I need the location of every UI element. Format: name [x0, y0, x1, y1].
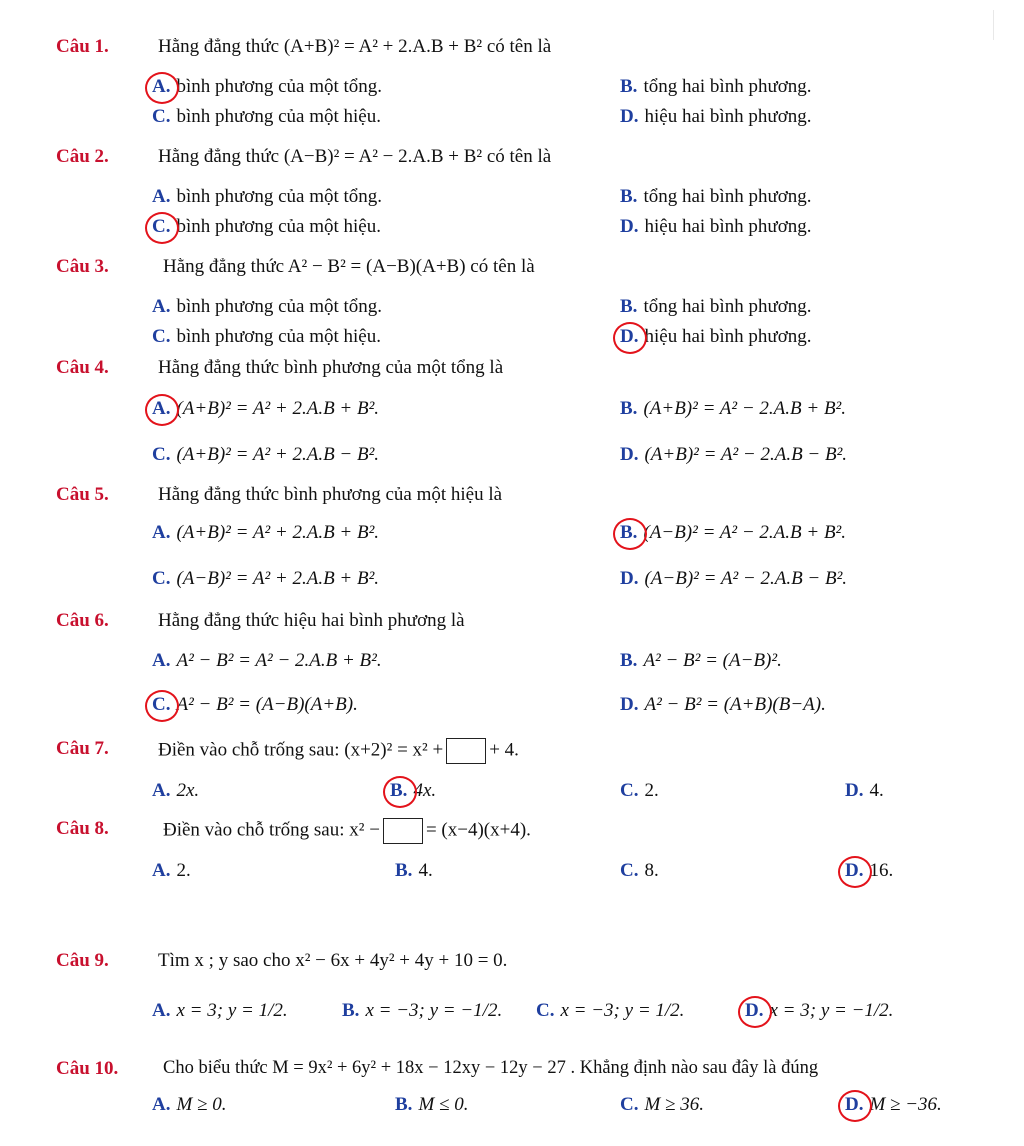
q8-text-d: 16. — [869, 860, 894, 881]
q9-text-d: x = 3; y = −1/2. — [769, 1000, 894, 1021]
q6-letter-a: A. — [152, 650, 171, 671]
q3-letter-a: A. — [152, 296, 171, 317]
q7-text-d: 4. — [869, 780, 884, 801]
q9-option-b[interactable] — [342, 1000, 502, 1022]
q3-letter-b: B. — [620, 296, 638, 317]
question-label-4: Câu 4. — [56, 357, 109, 378]
q5-text-a: (A+B)² = A² + 2.A.B + B². — [176, 522, 380, 543]
q2-letter-b: B. — [620, 186, 638, 207]
q1-letter-a: A. — [152, 76, 171, 97]
q6-letter-c: C. — [152, 694, 171, 715]
q8-letter-d: D. — [845, 860, 864, 881]
q3-option-a[interactable] — [152, 296, 382, 318]
q9-text-a: x = 3; y = 1/2. — [176, 1000, 288, 1021]
q2-option-d[interactable] — [620, 216, 812, 238]
q8-blank-box[interactable] — [383, 818, 423, 844]
q7-stem-after: + 4. — [489, 739, 519, 761]
q2-text-c: bình phương của một hiệu. — [176, 216, 381, 237]
q1-letter-b: B. — [620, 76, 638, 97]
q3-text-a: bình phương của một tổng. — [176, 296, 383, 317]
q1-option-d[interactable] — [620, 106, 812, 128]
question-label-2: Câu 2. — [56, 146, 109, 167]
q8-text-c: 8. — [644, 860, 659, 881]
q8-option-d[interactable] — [845, 860, 893, 882]
q3-option-d[interactable] — [620, 326, 812, 348]
question-label-7: Câu 7. — [56, 738, 109, 759]
q10-option-d[interactable] — [845, 1094, 942, 1116]
q7-stem-before: Điền vào chỗ trống sau: (x+2)² = x² + — [158, 739, 444, 761]
q9-option-a[interactable] — [152, 1000, 288, 1022]
q5-letter-d: D. — [620, 568, 639, 589]
q5-letter-a: A. — [152, 522, 171, 543]
q6-option-d[interactable] — [620, 694, 826, 716]
question-stem-7 — [158, 738, 519, 764]
q4-option-b[interactable] — [620, 398, 846, 420]
q2-text-b: tổng hai bình phương. — [643, 186, 812, 207]
q6-text-b: A² − B² = (A−B)². — [643, 650, 782, 671]
question-stem-2: Hằng đẳng thức (A−B)² = A² − 2.A.B + B² có tên là — [158, 146, 552, 167]
q10-letter-d: D. — [845, 1094, 864, 1115]
q6-text-d: A² − B² = (A+B)(B−A). — [644, 694, 826, 715]
q6-text-c: A² − B² = (A−B)(A+B). — [176, 694, 358, 715]
q7-text-b: 4x. — [413, 780, 437, 801]
q7-text-c: 2. — [644, 780, 659, 801]
q4-text-d: (A+B)² = A² − 2.A.B − B². — [644, 444, 848, 465]
q7-blank-box[interactable] — [446, 738, 486, 764]
question-label-5: Câu 5. — [56, 484, 109, 505]
q2-letter-a: A. — [152, 186, 171, 207]
q1-letter-d: D. — [620, 106, 639, 127]
page-edge-line — [993, 10, 994, 40]
q9-option-d[interactable] — [745, 1000, 893, 1022]
q2-option-b[interactable] — [620, 186, 812, 208]
question-stem-8 — [163, 818, 531, 844]
question-stem-5: Hằng đẳng thức bình phương của một hiệu là — [158, 484, 503, 505]
q3-text-b: tổng hai bình phương. — [643, 296, 812, 317]
question-stem-3: Hằng đẳng thức A² − B² = (A−B)(A+B) có tên là — [163, 256, 535, 277]
q8-option-c[interactable] — [620, 860, 659, 882]
q2-text-a: bình phương của một tổng. — [176, 186, 383, 207]
q10-text-c: M ≥ 36. — [644, 1094, 704, 1115]
q3-option-b[interactable] — [620, 296, 812, 318]
q9-letter-b: B. — [342, 1000, 360, 1021]
q7-text-a: 2x. — [176, 780, 200, 801]
q4-letter-c: C. — [152, 444, 171, 465]
q5-option-d[interactable] — [620, 568, 847, 590]
question-stem-1: Hằng đẳng thức (A+B)² = A² + 2.A.B + B² có tên là — [158, 36, 552, 57]
q9-letter-a: A. — [152, 1000, 171, 1021]
q7-option-b[interactable] — [390, 780, 436, 802]
q8-option-a[interactable] — [152, 860, 191, 882]
q8-stem-after: = (x−4)(x+4). — [425, 819, 531, 841]
q2-letter-c: C. — [152, 216, 171, 237]
q4-option-d[interactable] — [620, 444, 847, 466]
q1-option-a[interactable] — [152, 76, 382, 98]
q3-text-c: bình phương của một hiệu. — [176, 326, 381, 347]
q5-option-c[interactable] — [152, 568, 379, 590]
q3-text-d: hiệu hai bình phương. — [644, 326, 812, 347]
q10-letter-a: A. — [152, 1094, 171, 1115]
q7-option-a[interactable] — [152, 780, 199, 802]
q6-option-a[interactable] — [152, 650, 382, 672]
q5-text-c: (A−B)² = A² + 2.A.B + B². — [176, 568, 380, 589]
q2-text-d: hiệu hai bình phương. — [644, 216, 812, 237]
q3-letter-c: C. — [152, 326, 171, 347]
q8-letter-b: B. — [395, 860, 413, 881]
q8-letter-a: A. — [152, 860, 171, 881]
q6-option-c[interactable] — [152, 694, 358, 716]
q1-option-c[interactable] — [152, 106, 381, 128]
q4-letter-b: B. — [620, 398, 638, 419]
q10-letter-c: C. — [620, 1094, 639, 1115]
q7-option-c[interactable] — [620, 780, 659, 802]
q7-letter-d: D. — [845, 780, 864, 801]
q6-text-a: A² − B² = A² − 2.A.B + B². — [176, 650, 382, 671]
question-label-9: Câu 9. — [56, 950, 109, 971]
question-stem-4: Hằng đẳng thức bình phương của một tổng là — [158, 357, 504, 378]
q1-text-d: hiệu hai bình phương. — [644, 106, 812, 127]
q8-option-b[interactable] — [395, 860, 433, 882]
q7-letter-c: C. — [620, 780, 639, 801]
q7-letter-a: A. — [152, 780, 171, 801]
q2-letter-d: D. — [620, 216, 639, 237]
q5-letter-c: C. — [152, 568, 171, 589]
q3-option-c[interactable] — [152, 326, 381, 348]
q6-option-b[interactable] — [620, 650, 782, 672]
question-stem-6: Hằng đẳng thức hiệu hai bình phương là — [158, 610, 465, 631]
q10-text-b: M ≤ 0. — [418, 1094, 469, 1115]
question-label-3: Câu 3. — [56, 256, 109, 277]
q4-text-a: (A+B)² = A² + 2.A.B + B². — [176, 398, 380, 419]
q7-letter-b: B. — [390, 780, 408, 801]
question-label-6: Câu 6. — [56, 610, 109, 631]
question-label-1: Câu 1. — [56, 36, 109, 57]
q6-letter-d: D. — [620, 694, 639, 715]
q1-option-b[interactable] — [620, 76, 812, 98]
q5-option-b[interactable] — [620, 522, 846, 544]
question-label-10: Câu 10. — [56, 1058, 119, 1079]
q2-option-c[interactable] — [152, 216, 381, 238]
q4-text-c: (A+B)² = A² + 2.A.B − B². — [176, 444, 380, 465]
q5-text-d: (A−B)² = A² − 2.A.B − B². — [644, 568, 848, 589]
q9-option-c[interactable] — [536, 1000, 684, 1022]
q10-text-a: M ≥ 0. — [176, 1094, 227, 1115]
q9-text-c: x = −3; y = 1/2. — [560, 1000, 685, 1021]
q10-letter-b: B. — [395, 1094, 413, 1115]
question-label-8: Câu 8. — [56, 818, 109, 839]
q1-text-b: tổng hai bình phương. — [643, 76, 812, 97]
q1-text-a: bình phương của một tổng. — [176, 76, 383, 97]
q1-letter-c: C. — [152, 106, 171, 127]
q8-text-b: 4. — [418, 860, 433, 881]
q9-text-b: x = −3; y = −1/2. — [365, 1000, 503, 1021]
q7-option-d[interactable] — [845, 780, 884, 802]
q4-letter-d: D. — [620, 444, 639, 465]
q8-text-a: 2. — [176, 860, 191, 881]
q2-option-a[interactable] — [152, 186, 382, 208]
q10-text-d: M ≥ −36. — [869, 1094, 942, 1115]
q4-option-a[interactable] — [152, 398, 379, 420]
q3-letter-d: D. — [620, 326, 639, 347]
q10-option-a[interactable] — [152, 1094, 227, 1116]
q8-letter-c: C. — [620, 860, 639, 881]
q6-letter-b: B. — [620, 650, 638, 671]
q4-option-c[interactable] — [152, 444, 379, 466]
question-stem-10: Cho biểu thức M = 9x² + 6y² + 18x − 12xy − 12y − 27 . Khẳng định nào sau đây là đúng — [163, 1058, 819, 1078]
q4-text-b: (A+B)² = A² − 2.A.B + B². — [643, 398, 847, 419]
q10-option-b[interactable] — [395, 1094, 468, 1116]
q9-letter-c: C. — [536, 1000, 555, 1021]
q9-letter-d: D. — [745, 1000, 764, 1021]
q5-text-b: (A−B)² = A² − 2.A.B + B². — [643, 522, 847, 543]
q8-stem-before: Điền vào chỗ trống sau: x² − — [163, 819, 380, 841]
q5-option-a[interactable] — [152, 522, 379, 544]
question-stem-9: Tìm x ; y sao cho x² − 6x + 4y² + 4y + 10 = 0. — [158, 950, 508, 971]
q10-option-c[interactable] — [620, 1094, 704, 1116]
q4-letter-a: A. — [152, 398, 171, 419]
q5-letter-b: B. — [620, 522, 638, 543]
q1-text-c: bình phương của một hiệu. — [176, 106, 381, 127]
